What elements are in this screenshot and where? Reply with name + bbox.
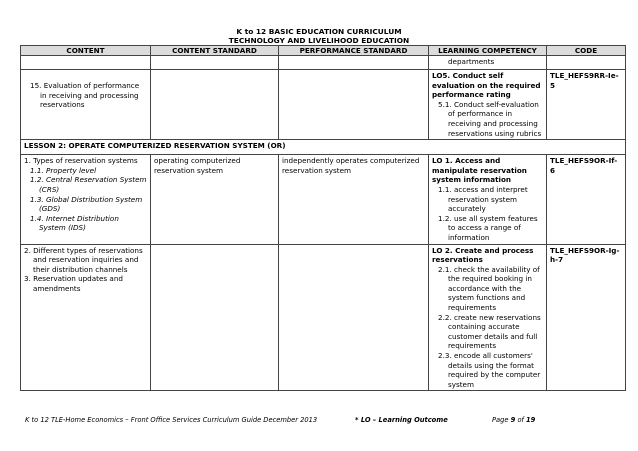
col-content-standard: CONTENT STANDARD (151, 46, 279, 56)
competency-continuation: departments (448, 57, 495, 66)
lesson-row (21, 140, 626, 155)
content-subitem: 1.2. Central Reservation System (CRS) (30, 175, 147, 194)
code-cell: TLE_HEFS9OR-Ig-h-7 (547, 244, 626, 391)
competency-item: 1.1. access and interpret reservation system accurately (438, 184, 528, 214)
code-cell: TLE_HEFS9OR-If-6 (547, 155, 626, 244)
code-cell: TLE_HEFS9RR-Ie-5 (547, 70, 626, 140)
content-standard-cell: operating computerized reservation system (151, 155, 279, 244)
col-code: CODE (547, 46, 626, 56)
performance-standard-cell: independently operates computerized reservation system (279, 155, 429, 244)
content-subitem: 1.4. Internet Distribution System (IDS) (30, 213, 119, 233)
lo-title: LO 2. Create and process reservations (432, 245, 534, 265)
col-learning-competency: LEARNING COMPETENCY (429, 46, 547, 56)
col-content: CONTENT (21, 46, 151, 56)
table-row (21, 244, 626, 391)
content-item: 1. Types of reservation systems (24, 156, 138, 166)
curriculum-table (20, 45, 626, 391)
doc-title: K to 12 BASIC EDUCATION CURRICULUM (236, 27, 402, 36)
doc-subtitle: TECHNOLOGY AND LIVELIHOOD EDUCATION (228, 36, 410, 45)
content-subitem: 1.1. Property level (30, 165, 97, 175)
content-subitem: 1.3. Global Distribution System (GDS) (30, 194, 143, 214)
footer-guide: K to 12 TLE-Home Economics – Front Office Services Curriculum Guide December 2013 (25, 416, 318, 424)
content-item: 3. Reservation updates and amendments (24, 274, 123, 293)
lo-title: LO 1. Access and manipulate reservation system information (432, 156, 527, 185)
lesson-title: LESSON 2: OPERATE COMPUTERIZED RESERVATION SYSTEM (OR) (21, 140, 626, 155)
content-item: 2. Different types of reservations and reservation inquiries and their distribution channels (24, 245, 143, 274)
lo-title: LO5. Conduct self evaluation on the required performance rating (432, 71, 541, 100)
competency-item: 2.3. encode all customers' details using the format required by the computer system (438, 351, 541, 389)
competency-item: 1.2. use all system features to access a range of information (438, 213, 538, 242)
competency-item: 2.1. check the availability of the required booking in accordance with the system functions and requirements (438, 264, 540, 313)
table-header-row (21, 46, 626, 56)
col-performance-standard: PERFORMANCE STANDARD (279, 46, 429, 56)
content-item: 15. Evaluation of performance in receiving and processing reservations (30, 81, 140, 110)
table-row (21, 155, 626, 244)
page-number: Page 9 of 19 (492, 416, 536, 424)
footer-note: * LO – Learning Outcome (355, 416, 448, 424)
table-row (21, 56, 626, 70)
competency-item: 5.1. Conduct self-evaluation of performance in receiving and processing reservations using rubrics (438, 99, 542, 138)
table-row (21, 70, 626, 140)
competency-item: 2.2. create new reservations containing accurate customer details and full requirements (438, 312, 541, 351)
